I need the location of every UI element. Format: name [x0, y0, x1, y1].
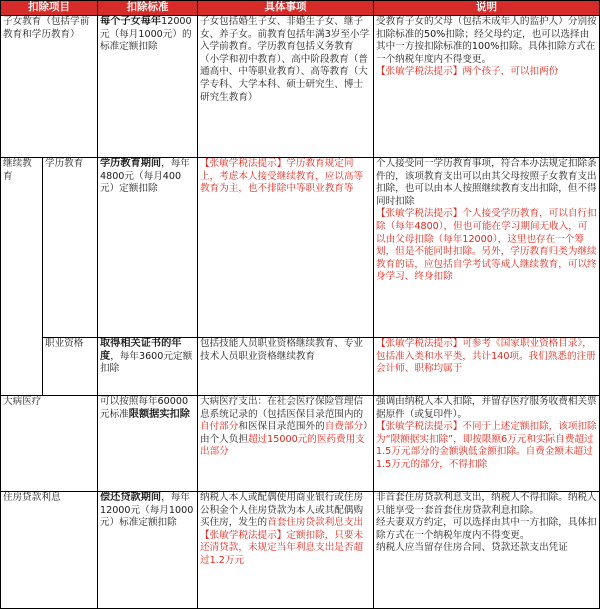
degree-note-text: 个人接受同一学历教育事项，符合本办法规定扣除条件的，该项教育支出可以由其父母按照子女教育支出扣除，也可以由本人按照继续教育支出扣除，但不得同时扣除 [376, 158, 597, 207]
housing-std-rest: ，每年12000元（每月1000元）标准定额扣除 [100, 492, 194, 529]
header-detail: 具体事项 [198, 1, 374, 16]
vocational-label: 职业资格 [43, 338, 98, 396]
housing-note-3: 纳税人应当留存住房合同、贷款还款支出凭证 [376, 542, 568, 554]
header-note: 说明 [374, 1, 600, 16]
degree-note-tip-label: 【张敏学税法提示】 [376, 208, 463, 220]
children-note [374, 16, 600, 158]
header-standard: 扣除标准 [98, 1, 198, 16]
housing-note [374, 492, 600, 609]
illness-std-bold: 限额据实扣除 [128, 408, 190, 420]
housing-detail-1: 纳税人本人或配偶使用商业银行或住房公积金个人住房贷款为本人或其配偶购买住房，发生的 [200, 492, 364, 529]
housing-note-2: 经夫妻双方约定，可以选择由其中一方扣除，具体扣除方式在一个纳税年度内不得变更。 [376, 517, 597, 541]
row-continuing-degree [1, 158, 600, 338]
degree-detail [198, 158, 374, 338]
housing-std-bold: 偿还贷款期间 [100, 492, 162, 503]
continuing-item: 继续教育 [1, 158, 43, 396]
degree-detail-tip: 学历教育规定同上，考虑本人接受继续教育，应以高等教育为主，也不排除中等职业教育等 [200, 158, 364, 195]
illness-detail [198, 396, 374, 492]
vocational-standard [98, 338, 198, 396]
degree-note [374, 158, 600, 338]
header-row [1, 1, 600, 16]
illness-item: 大病医疗 [1, 396, 98, 492]
housing-note-1: 非首套住房贷款利息支出，纳税人不得扣除。纳税人只能享受一套首套住房贷款利息扣除。 [376, 492, 597, 516]
housing-item: 住房贷款利息 [1, 492, 98, 609]
degree-std-rest: ，每年4800元（每月400元）定额扣除 [100, 158, 190, 195]
illness-standard [98, 396, 198, 492]
vocational-note [374, 338, 600, 396]
housing-detail-tip: 定额扣除，只要未还清贷款，未规定当年利息支出是否超过1.2万元 [200, 529, 364, 566]
children-tip-text: 两个孩子，可以扣两份 [462, 66, 559, 78]
degree-std-bold: 学历教育期间 [100, 158, 162, 169]
housing-tip-label: 【张敏学税法提示】 [200, 529, 287, 541]
degree-tip-label: 【张敏学税法提示】 [200, 158, 287, 169]
children-standard [98, 16, 198, 158]
illness-detail-red-1: 自付部分 [200, 421, 239, 433]
children-item-text: 子女教育（包括学前教育和学历教育） [3, 16, 90, 40]
vocational-std-bold: 取得相关证书的年度 [100, 338, 182, 362]
row-illness [1, 396, 600, 492]
illness-note-text: 强调由纳税人本人扣除，并留存医疗服务收费相关票据原件（或复印件）。 [376, 396, 597, 420]
children-std-bold: 每个子女每年 [100, 16, 162, 27]
children-std-rest: 12000元（每月1000元）的标准定额扣除 [100, 16, 192, 53]
illness-note-tip: 不同于上述定额扣除，该项扣除为“限额据实扣除”，即按限额6万元和实际自费超过1.5万元部分的金额孰低金额扣除。自费金额未超过1.5万元的部分，不得扣除 [376, 421, 597, 470]
children-detail: 子女包括婚生子女、非婚生子女、继子女、养子女。前教育包括年满3岁至小学入学前教育。学历教育包括义务教育（小学和初中教育）、高中阶段教育（普通高中、中等职业教育）、高等教育（大学专科、大学本科、硕士研究生、博士研究生教育） [198, 16, 374, 158]
illness-detail-red-3: 超过15000元的医药费用支出部分 [200, 433, 365, 458]
row-housing [1, 492, 600, 609]
degree-standard [98, 158, 198, 338]
housing-standard [98, 492, 198, 609]
housing-detail-red: 首套住房贷款利息支出 [267, 517, 364, 529]
illness-detail-2: 和医保目录范围外的 [238, 421, 325, 433]
housing-detail [198, 492, 374, 609]
children-tip-label: 【张敏学税法提示】 [376, 66, 463, 78]
degree-label: 学历教育 [43, 158, 98, 338]
illness-tip-label: 【张敏学税法提示】 [376, 421, 463, 433]
illness-std-text: 可以按照每年60000元标准 [100, 396, 189, 420]
vocational-std-rest: ，每年3600元定额扣除 [100, 350, 193, 375]
row-continuing-vocational [1, 338, 600, 396]
illness-detail-red-2: 自费部分 [324, 421, 364, 433]
degree-note-tip: 个人接受学历教育，可以自行扣除（每年4800），但也可能在学习期间无收入，可以由父母扣除（每年12000），这里也存在一个筹划，但是不能同时扣除。另外，学历教育归类为继续教育的话，应包括自学考试等成人继续教育，可以终身学习、终身扣除 [376, 208, 597, 283]
vocational-tip-label: 【张敏学税法提示】 [376, 338, 463, 349]
children-note-text: 受教育子女的父母（包括未成年人的监护人）分别按扣除标准的50%扣除；经父母约定，也可以选择由其中一方按扣除标准的100%扣除。具体扣除方式在一个纳税年度内不得变更。 [376, 16, 597, 65]
row-children-education [1, 16, 600, 158]
children-item [1, 16, 98, 158]
illness-detail-1: 大病医疗支出：在社会医疗保险管理信息系统记录的（包括医保目录范围内的 [200, 396, 364, 420]
vocational-detail: 包括技能人员职业资格继续教育、专业技术人员职业资格继续教育 [198, 338, 374, 396]
illness-detail-3: ）由个人负担 [200, 421, 368, 445]
vocational-note-tip: 可参考《国家职业资格目录》，包括准入类和水平类，共计140项。我们熟悉的注册会计师、职称均属于 [376, 338, 596, 375]
header-item: 扣除项目 [1, 1, 98, 16]
illness-note [374, 396, 600, 492]
